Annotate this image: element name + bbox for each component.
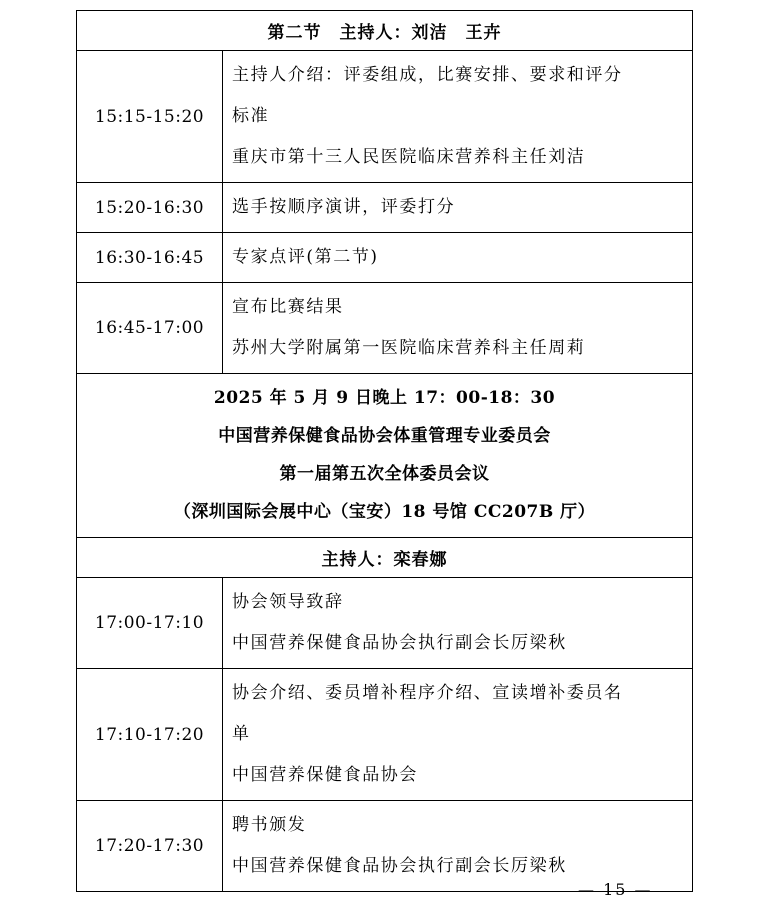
meeting-organization: 中国营养保健食品协会体重管理专业委员会 — [218, 426, 551, 446]
table-row — [77, 233, 693, 283]
description-line: 主持人介绍：评委组成，比赛安排、要求和评分 — [232, 65, 623, 85]
time-cell: 17:10-17:20 — [77, 669, 223, 801]
table-row — [77, 283, 693, 374]
description-cell — [223, 51, 693, 183]
table-row — [77, 51, 693, 183]
meeting-venue: （深圳国际会展中心（宝安）18 号馆 CC207B 厅） — [173, 502, 596, 522]
table-row — [77, 578, 693, 669]
time-cell: 15:20-16:30 — [77, 183, 223, 233]
time-cell: 16:30-16:45 — [77, 233, 223, 283]
description-cell — [223, 183, 693, 233]
time-cell: 17:20-17:30 — [77, 801, 223, 892]
section-header: 主持人：栾春娜 — [77, 538, 693, 578]
table-row — [77, 669, 693, 801]
description-line: 聘书颁发 — [232, 815, 307, 835]
table-row — [77, 183, 693, 233]
description-line: 中国营养保健食品协会 — [232, 765, 418, 785]
description-line: 专家点评(第二节) — [232, 247, 379, 267]
description-line: 苏州大学附属第一医院临床营养科主任周莉 — [232, 338, 586, 358]
page-number: — 15 — — [578, 880, 653, 899]
schedule-table — [76, 10, 693, 892]
description-line: 中国营养保健食品协会执行副会长厉梁秋 — [232, 856, 567, 876]
description-line: 重庆市第十三人民医院临床营养科主任刘洁 — [232, 147, 586, 167]
time-cell: 16:45-17:00 — [77, 283, 223, 374]
meeting-title: 第一届第五次全体委员会议 — [279, 464, 490, 484]
time-cell: 17:00-17:10 — [77, 578, 223, 669]
meeting-time: 2025 年 5 月 9 日晚上 17：00-18：30 — [213, 388, 556, 408]
description-cell — [223, 578, 693, 669]
description-line: 标准 — [232, 106, 270, 126]
description-line: 选手按顺序演讲，评委打分 — [232, 197, 456, 217]
section-header-row — [77, 11, 693, 51]
description-line: 协会介绍、委员增补程序介绍、宣读增补委员名 — [232, 683, 623, 703]
description-cell — [223, 283, 693, 374]
section-header: 第二节 主持人：刘洁 王卉 — [77, 11, 693, 51]
description-cell — [223, 801, 693, 892]
description-cell — [223, 669, 693, 801]
time-cell: 15:15-15:20 — [77, 51, 223, 183]
description-cell — [223, 233, 693, 283]
meeting-row — [77, 374, 693, 538]
description-line: 宣布比赛结果 — [232, 297, 344, 317]
section-header-row — [77, 538, 693, 578]
table-row — [77, 801, 693, 892]
meeting-info — [77, 374, 693, 538]
description-line: 单 — [232, 724, 251, 744]
description-line: 协会领导致辞 — [232, 592, 344, 612]
description-line: 中国营养保健食品协会执行副会长厉梁秋 — [232, 633, 567, 653]
